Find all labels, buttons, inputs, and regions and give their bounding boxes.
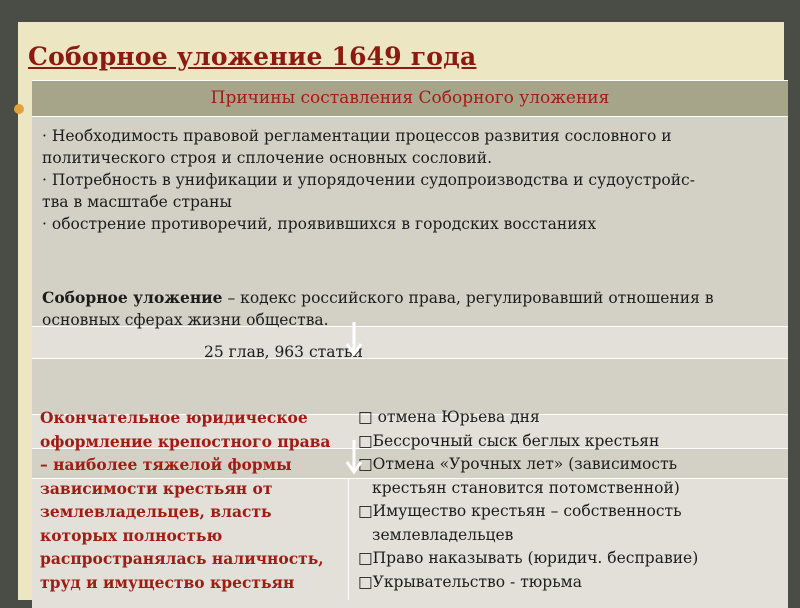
page-title: Соборное уложение 1649 года [28,42,477,71]
bullet-icon: · [42,171,52,189]
checkbox-bullet-icon: □ [358,502,373,520]
checkbox-bullet-icon: □ [358,549,373,567]
list-item: □Имущество крестьян – собственность [358,502,682,520]
list-item: □ отмена Юрьева дня [358,408,540,426]
list-item: □Бессрочный сыск беглых крестьян [358,431,660,450]
down-arrow-icon [344,322,364,358]
definition-term: Соборное уложение [42,288,223,307]
list-item: □Право наказывать (юридич. бесправие) [358,549,699,567]
list-item: тва в масштабе страны [42,193,232,211]
list-item: политического строя и сплочение основных сословий. [42,149,493,167]
table-header: Причины составления Соборного уложения [210,88,610,108]
checkbox-bullet-icon: □ [358,455,373,473]
checkbox-bullet-icon: □ [358,572,373,591]
bullet-icon: · [42,215,52,233]
checkbox-bullet-icon: □ [358,431,373,450]
list-item: · обострение противоречий, проявившихся в городских восстаниях [42,215,597,233]
table-header-row [32,80,788,116]
column-divider [348,478,349,600]
content-table [32,80,788,600]
checkbox-bullet-icon: □ [358,408,378,426]
list-item: крестьян становится потомственной) [372,478,680,497]
list-item: □Укрывательство - тюрьма [358,572,582,591]
definition-text [42,287,782,331]
reasons-list [42,125,782,235]
bullet-icon: · [42,127,52,145]
list-item: землевладельцев [372,525,514,544]
list-item: · Потребность в унификации и упорядочении судопроизводства и судоустройс- [42,171,695,189]
serfdom-summary: Окончательное юридическое оформление крепостного права – наиболее тяжелой формы зависимости крестьян от землевладельцев, власть которых полностью распространялась наличность, труд и имущество крестьян [40,408,331,592]
list-item: □Отмена «Урочных лет» (зависимость [358,455,678,473]
definition-body: – кодекс российского права, регулировавший отношения в основных сферах жизни общества. [42,289,714,329]
bullet-dot-icon [14,104,24,114]
count-text: 25 глав, 963 статьи [204,343,363,361]
down-arrow-icon [344,440,364,476]
consequences-list [358,406,778,594]
list-item: · Необходимость правовой регламентации процессов развития сословного и [42,127,672,145]
